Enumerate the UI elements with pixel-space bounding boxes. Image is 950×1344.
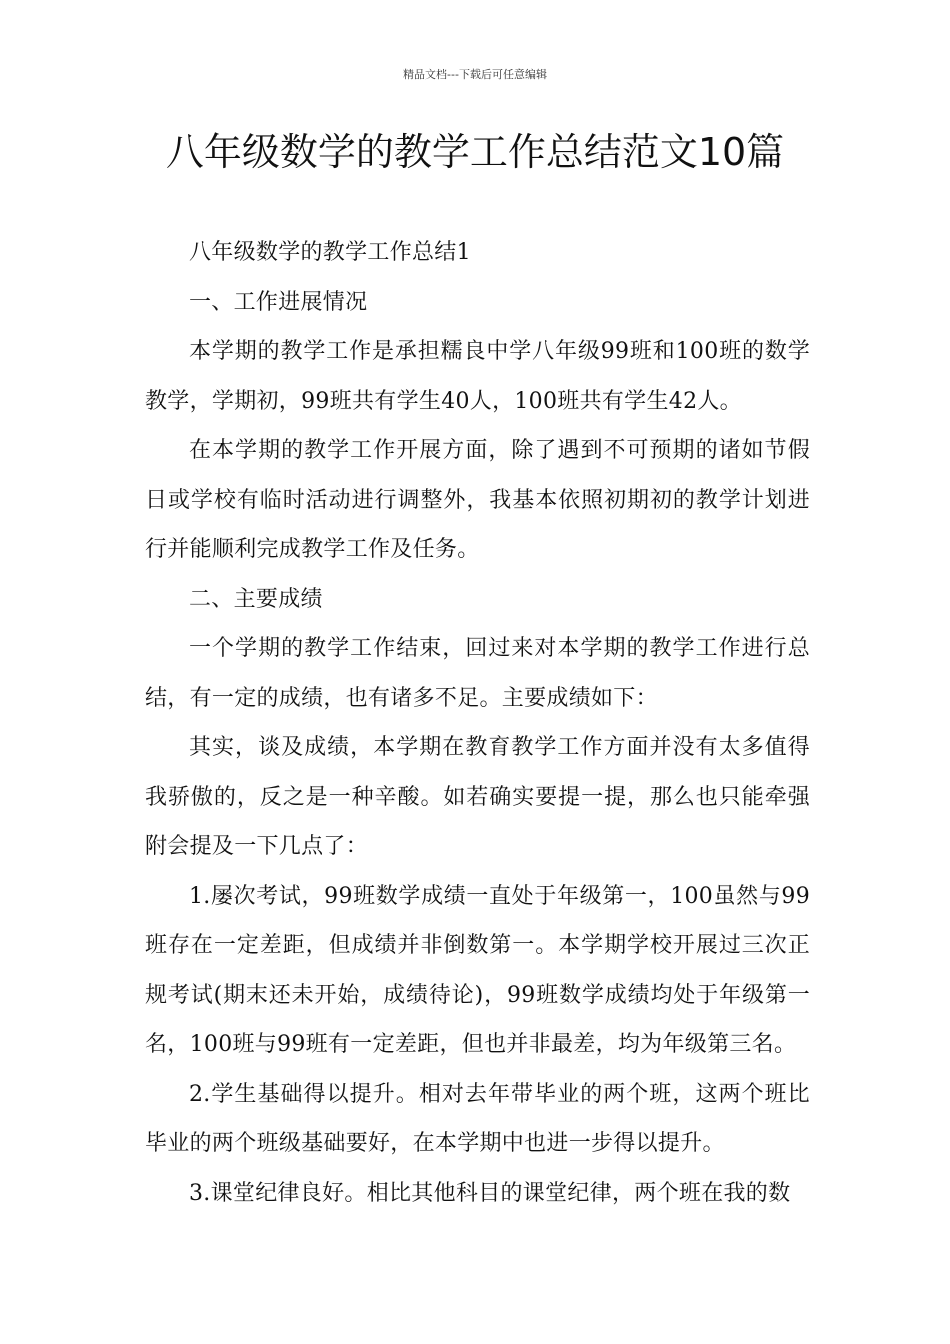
body-paragraph: 在本学期的教学工作开展方面，除了遇到不可预期的诸如节假日或学校有临时活动进行调整外，我基本依照初期初的教学计划进行并能顺利完成教学工作及任务。: [145, 438, 810, 562]
list-item: 2.学生基础得以提升。相对去年带毕业的两个班，这两个班比毕业的两个班级基础要好，在本学期中也进一步得以提升。: [145, 1081, 810, 1156]
list-item: 1.屡次考试，99班数学成绩一直处于年级第一，100虽然与99班存在一定差距，但成绩并非倒数第一。本学期学校开展过三次正规考试(期末还未开始，成绩待论)，99班数学成绩均处于年级第一名，100班与99班有一定差距，但也并非最差，均为年级第三名。: [145, 883, 810, 1057]
subsection-heading: 一、工作进展情况: [189, 289, 368, 315]
body-paragraph: 其实，谈及成绩，本学期在教育教学工作方面并没有太多值得我骄傲的，反之是一种辛酸。如若确实要提一提，那么也只能牵强附会提及一下几点了：: [145, 735, 810, 859]
body-paragraph: 本学期的教学工作是承担糯良中学八年级99班和100班的数学教学，学期初，99班共有学生40人，100班共有学生42人。: [145, 339, 810, 414]
document-title: 八年级数学的教学工作总结范文10篇: [165, 130, 785, 174]
list-item: 3.课堂纪律良好。相比其他科目的课堂纪律，两个班在我的数: [189, 1180, 791, 1206]
body-paragraph: 一个学期的教学工作结束，回过来对本学期的教学工作进行总结，有一定的成绩，也有诸多不足。主要成绩如下：: [145, 636, 810, 711]
document-body: [145, 228, 810, 1218]
subsection-heading: 二、主要成绩: [189, 586, 323, 612]
header-note: 精品文档---下载后可任意编辑: [403, 68, 547, 81]
section-heading: 八年级数学的教学工作总结1: [189, 240, 471, 265]
